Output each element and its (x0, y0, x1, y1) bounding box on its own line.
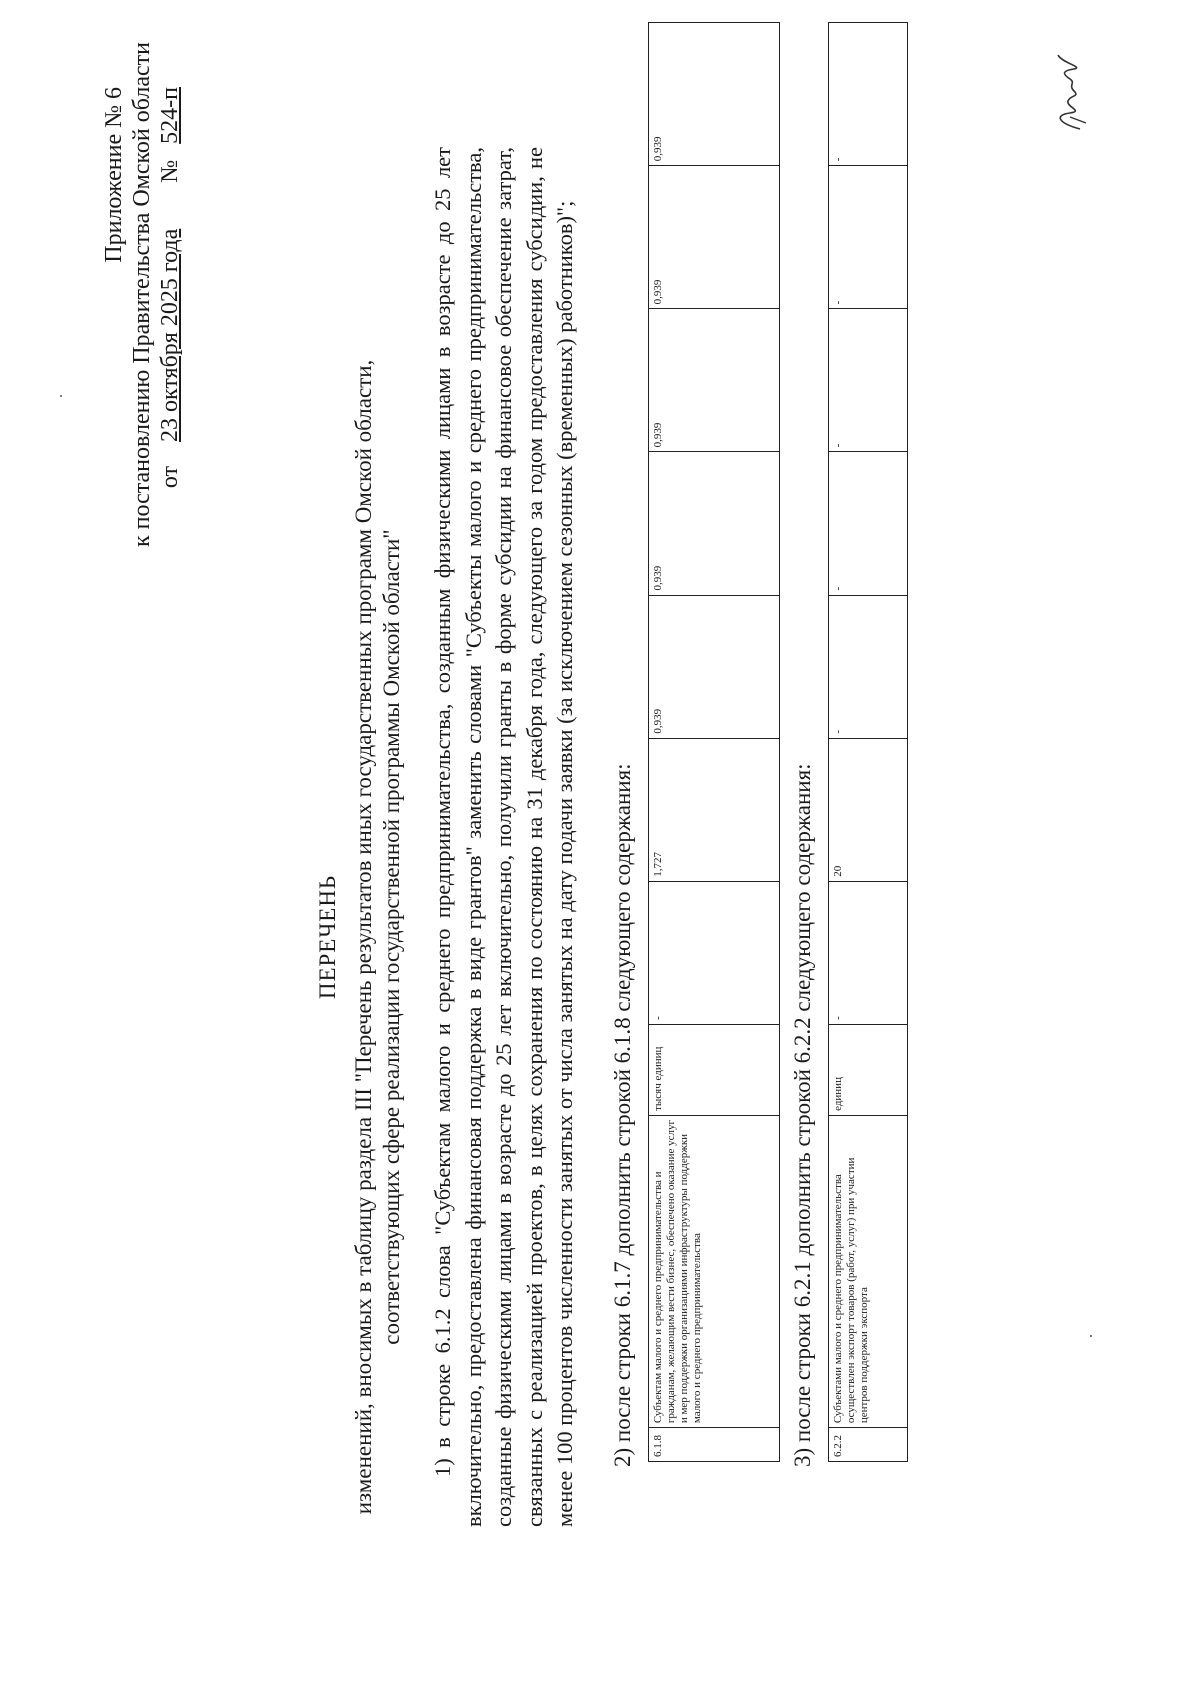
appendix-title: Приложение № 6 (101, 87, 127, 263)
row-code: 6.2.2 (829, 1428, 908, 1462)
row-code: 6.1.8 (649, 1428, 780, 1462)
scan-speck (1090, 1335, 1092, 1337)
appendix-date-line (156, 87, 184, 547)
row-value: - (829, 309, 908, 452)
row-value: - (829, 452, 908, 595)
table-row-6-1-8 (648, 22, 780, 1462)
change-item-2: 2) после строки 6.1.7 дополнить строкой 6.1.8 следующего содержания: (610, 763, 635, 1467)
row-value: 0,939 (649, 309, 780, 452)
row-value: 1,727 (649, 738, 780, 881)
row-value: - (649, 881, 780, 1024)
row-value: - (829, 166, 908, 309)
document-title: ПЕРЕЧЕНЬ (315, 874, 340, 1000)
row-value: 0,939 (649, 23, 780, 166)
document-subtitle: изменений, вносимых в таблицу раздела III "Перечень результатов иных государственных программ Омской области, соответствующих сфере реализации государственной программы Омской области" (351, 359, 404, 1515)
table-row-6-2-2 (828, 22, 908, 1462)
row-value: 20 (829, 738, 908, 881)
row-value: - (829, 595, 908, 738)
change-item-1-text: 1) в строке 6.1.2 слова "Субъектам малого и среднего предпринимательства, созданным физическими лицами в возрасте до 25 лет включительно, предоставлена финансовая поддержка в виде грантов" заменить словами "Субъекты малого и среднего предпринимательства, созданные физическими лицами в возрасте до 25 лет включительно, получили гранты в форме субсидии на финансовое обеспечение затрат, связанных с реализацией проектов, в целях сохранения по состоянию на 31 декабря года, следующего за годом предоставления субсидии, не менее 100 процентов численности занятых от числа занятых на дату подачи заявки (за исключением сезонных (временных) работников)"; (430, 147, 577, 1527)
row-value: - (829, 881, 908, 1024)
row-name: Субъектам малого и среднего предпринимательства и гражданам, желающим вести бизнес, обеспечено оказание услуг и мер поддержки организациями инфраструктуры поддержки малого и среднего предпринимательства (649, 1115, 780, 1427)
scan-speck (60, 395, 62, 397)
row-value: - (829, 23, 908, 166)
resolution-date: 23 октября 2025 года (157, 228, 183, 442)
row-name: Субъектами малого и среднего предпринимательства осуществлен экспорт товаров (работ, услуг) при участии центров поддержки экспорта (829, 1115, 908, 1427)
change-item-3: 3) после строки 6.2.1 дополнить строкой 6.2.2 следующего содержания: (790, 763, 815, 1467)
row-unit: единиц (829, 1024, 908, 1115)
change-item-1 (428, 147, 581, 1527)
appendix-resolution: к постановлению Правительства Омской области (129, 41, 155, 547)
row-value: 0,939 (649, 452, 780, 595)
row-value: 0,939 (649, 166, 780, 309)
date-prefix: от (157, 465, 183, 489)
appendix-header (100, 41, 184, 547)
signature-icon (1040, 47, 1100, 137)
resolution-number: 524-п (157, 87, 183, 144)
row-value: 0,939 (649, 595, 780, 738)
row-unit: тысяч единиц (649, 1024, 780, 1115)
number-prefix: № (157, 159, 183, 183)
